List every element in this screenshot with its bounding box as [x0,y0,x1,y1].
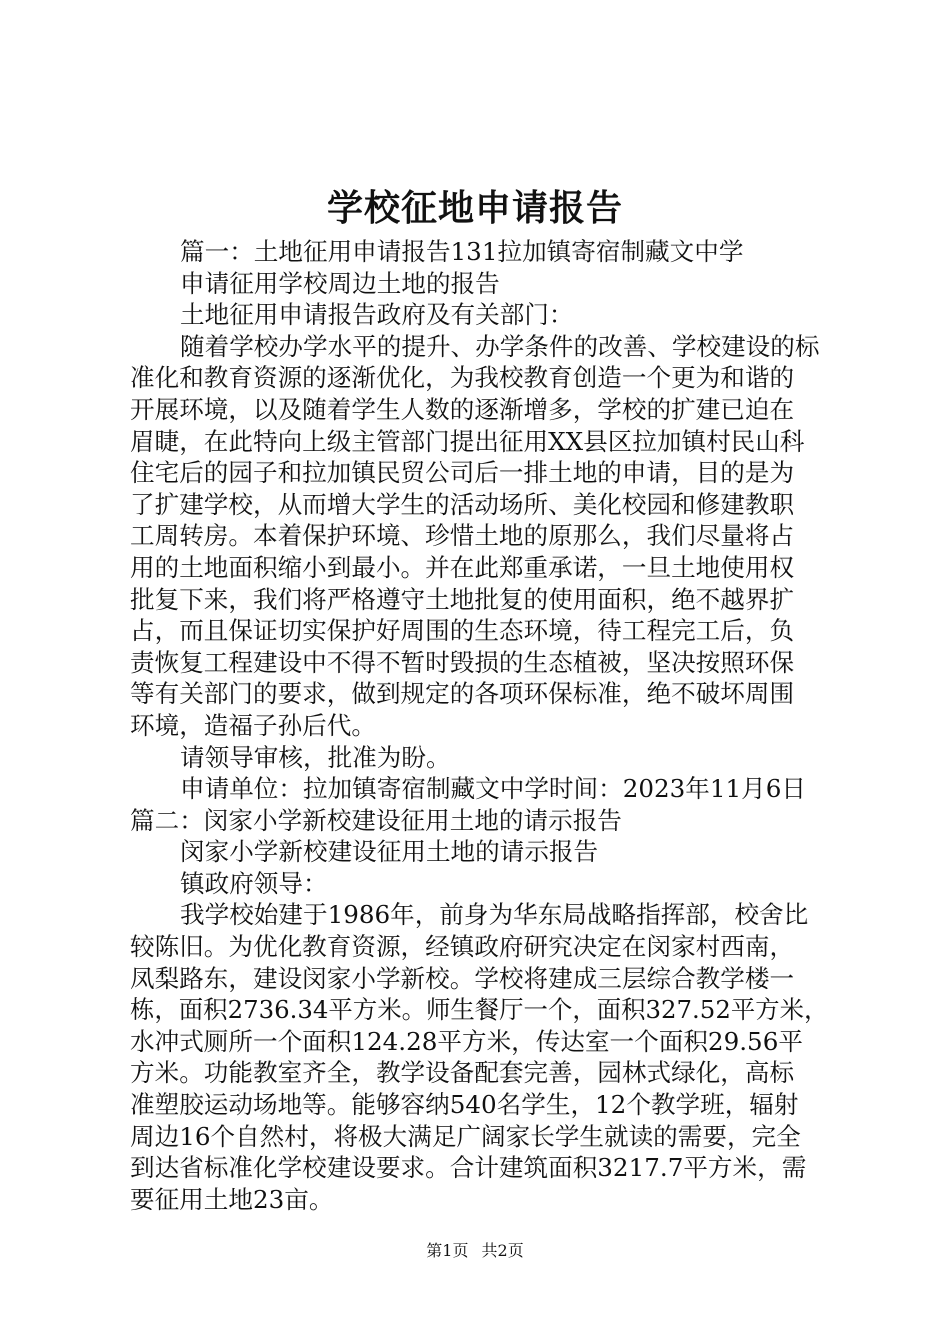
body-line: 了扩建学校，从而增大学生的活动场所、美化校园和修建教职 [130,489,795,519]
page-total: 共2页 [481,1241,524,1260]
body-line: 批复下来，我们将严格遵守土地批复的使用面积，绝不越界扩 [130,584,795,614]
body-line: 开展环境，以及随着学生人数的逐渐增多，学校的扩建已迫在 [130,394,795,424]
body-line: 方米。功能教室齐全，教学设备配套完善，园林式绿化，高标 [130,1058,795,1088]
body-line: 请领导审核，批准为盼。 [180,742,451,772]
body-line: 要征用土地23亩。 [130,1184,334,1214]
page-footer [0,1240,950,1262]
body-line: 占，而且保证切实保护好周围的生态环境，待工程完工后，负 [130,616,795,646]
body-line: 工周转房。本着保护环境、珍惜土地的原那么，我们尽量将占 [130,521,795,551]
body-line: 较陈旧。为优化教育资源，经镇政府研究决定在闵家村西南， [130,932,795,962]
body-line: 眉睫，在此特向上级主管部门提出征用XX县区拉加镇村民山科 [130,426,805,456]
body-line: 到达省标准化学校建设要求。合计建筑面积3217.7平方米，需 [130,1153,807,1183]
body-line: 责恢复工程建设中不得不暂时毁损的生态植被，坚决按照环保 [130,647,795,677]
body-line: 准化和教育资源的逐渐优化，为我校教育创造一个更为和谐的 [130,363,795,393]
body-line: 镇政府领导： [180,868,328,898]
body-line: 篇一：土地征用申请报告131拉加镇寄宿制藏文中学 [180,237,744,266]
body-line: 水冲式厕所一个面积124.28平方米，传达室一个面积29.56平 [130,1026,803,1056]
body-line: 申请单位：拉加镇寄宿制藏文中学时间：2023年11月6日 [180,774,807,804]
body-line: 篇二：闵家小学新校建设征用土地的请示报告 [130,805,622,835]
body-line: 闵家小学新校建设征用土地的请示报告 [180,837,599,867]
body-line: 凤梨路东，建设闵家小学新校。学校将建成三层综合教学楼一 [130,963,795,993]
body-line: 周边16个自然村，将极大满足广阔家长学生就读的需要，完全 [130,1121,801,1151]
body-line: 随着学校办学水平的提升、办学条件的改善、学校建设的标 [180,331,820,361]
body-line: 土地征用申请报告政府及有关部门： [180,300,574,330]
page-number: 第1页 [426,1241,469,1260]
body-line: 栋，面积2736.34平方米。师生餐厅一个，面积327.52平方米， [130,995,829,1025]
body-line: 环境，造福子孙后代。 [130,710,376,740]
body-line: 申请征用学校周边土地的报告 [180,268,500,298]
body-line: 住宅后的园子和拉加镇民贸公司后一排土地的申请，目的是为 [130,458,795,488]
document-title: 学校征地申请报告 [326,187,623,229]
body-line: 等有关部门的要求，做到规定的各项环保标准，绝不破坏周围 [130,679,795,709]
body-line: 准塑胶运动场地等。能够容纳540名学生，12个教学班，辐射 [130,1090,799,1120]
body-line: 我学校始建于1986年，前身为华东局战略指挥部，校舍比 [180,900,809,930]
body-line: 用的土地面积缩小到最小。并在此郑重承诺，一旦土地使用权 [130,552,795,582]
document-body [130,236,830,1215]
